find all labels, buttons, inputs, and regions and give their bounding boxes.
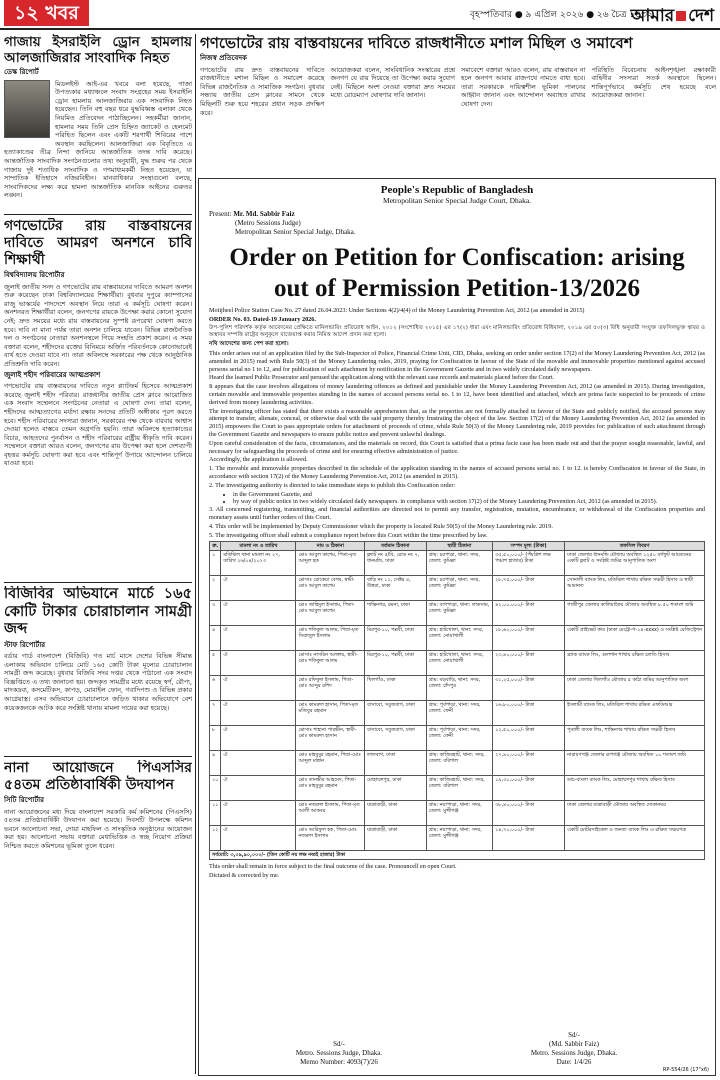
notice-body — [209, 307, 705, 539]
order-item: 2. The investigating authority is directed to take immediate steps to publish this Confiscation order: — [209, 481, 456, 489]
divider — [4, 582, 192, 583]
table-cell: বাসাবো, সবুজবাগ, ঢাকা — [364, 701, 426, 726]
story-gaza-body: মিডলইস্ট আই-এর খবরে বলা হয়েছে, গাজা উপত্যকার মধ্যাঞ্চলে সংবাদ সংগ্রহের সময় ইসরাইলি ড্রোন হামলায় আলজাজিরার এক সাংবাদিক নিহত হয়েছেন। তিনি বহু বছর ধরে যুদ্ধবিধ্বস্ত এলাকা থেকে নিয়মিত প্রতিবেদন পাঠাচ্ছিলেন। সহকর্মীরা জানান, হামলার সময় তিনি প্রেস চিহ্নিত জ্যাকেট ও হেলমেট পরিহিত ছিলেন এবং একটি শরণার্থী শিবিরের পাশে অবস্থান করছিলেন। আলজাজিরা এক বিবৃতিতে এ হত্যাকাণ্ডের তীব্র নিন্দা জানিয়ে আন্তর্জাতিক তদন্ত দাবি করেছে। আন্তর্জাতিক সাংবাদিক সংগঠনগুলোর তথ্য অনুযায়ী, যুদ্ধ শুরুর পর থেকে গাজায় দুই শতাধিক সাংবাদিক ও গণমাধ্যমকর্মী নিহত হয়েছেন, যা সাম্প্রতিক ইতিহাসে নজিরবিহীন। মানবাধিকার সংস্থাগুলো বলছে, সাংবাদিকদের লক্ষ্য করে হামলা আন্তর্জাতিক মানবিক আইনের গুরুতর লঙ্ঘন। — [4, 79, 192, 200]
bangla-note: নথি আদেশের জন্য পেশ করা হলো। — [209, 341, 289, 348]
table-cell: মোহাম্মদপুর, ঢাকা — [364, 776, 426, 801]
table-cell: ঐ — [221, 751, 296, 776]
table-cell: ঐ — [221, 601, 296, 626]
notice-present — [209, 210, 705, 237]
lead-headline[interactable]: গণভোটের রায় বাস্তবায়নের দাবিতে রাজধানীতে মশাল মিছিল ও সমাবেশ — [200, 34, 633, 52]
table-cell: ৬ — [210, 676, 221, 701]
signature-left — [269, 1040, 409, 1067]
story-gaza — [4, 34, 192, 212]
table-cell: গ্রাম: বড়বাড়ি, থানা: সদর, জেলা: চাঁদপুর — [426, 676, 492, 701]
brand-right: দেশ — [688, 6, 714, 26]
table-cell: ৩১,২৫,০০০/- টাকা — [493, 676, 565, 701]
table-cell: মোসাঃ শাহানা পারভীন, স্বামী-মোঃ কামরুল হাসান — [296, 726, 365, 751]
table-cell: খিলগাঁও, ঢাকা — [364, 676, 426, 701]
table-cell: মোঃ জাহিদুল ইসলাম, পিতা-মোঃ আবুল কাশেম — [296, 601, 365, 626]
table-cell: ঐ — [221, 576, 296, 601]
table-cell: ৫ — [210, 651, 221, 676]
lead-col-2: আয়োজকরা বলেন, সাংবিধানিক সংস্কারের প্রশ্নে জনগণ যে রায় দিয়েছে তা উপেক্ষা করার সুযোগ নেই। মিছিলে অংশ নেওয়া বক্তারা দ্রুত সময়ের মধ্যে রোডম্যাপ ঘোষণার দাবি জানান। — [330, 65, 455, 100]
table-cell: ৩৮,৪০,০০০/- টাকা — [493, 801, 565, 826]
table-header-cell: স্থায়ী ঠিকানা — [426, 542, 492, 551]
header-date: বৃহস্পতিবার ● ৯ এপ্রিল ২০২৬ ● ২৬ চৈত্র ১৪৩২ — [470, 10, 653, 20]
table-cell: ১১ — [210, 801, 221, 826]
notice-title: Order on Petition for Confiscation: arising out of Permission Petition-13/2026 — [229, 244, 685, 302]
sign-right-title: Metro. Sessions Judge, Dhaka. — [530, 1049, 618, 1057]
table-cell: গ্রাম: চরপাড়া, থানা: সদর, জেলা: কুমিল্লা — [426, 576, 492, 601]
present-label: Present: — [209, 210, 232, 218]
table-cell: ৩ — [210, 601, 221, 626]
notice-court: Metropolitan Senior Special Judge Court, Dhaka. — [382, 196, 532, 205]
lead-col-4: পরিস্থিতি বিবেচনায় আইনশৃঙ্খলা রক্ষাকারী বাহিনীর সদস্যরা সতর্ক অবস্থানে ছিলেন। শান্তিপূর্ণভাবে কর্মসূচি শেষ হয়েছে বলে আয়োজকরা জানান। — [591, 65, 716, 100]
table-body — [210, 551, 705, 851]
story-hunger-body: জুলাই জাতীয় সনদ ও গণভোটের রায় বাস্তবায়নের দাবিতে আমরণ অনশন শুরু করেছেন ঢাকা বিশ্ববিদ্যালয়ের শিক্ষার্থীরা। বুধবার দুপুরে ক্যাম্পাসের রাজু ভাস্কর্যের পাদদেশে অবস্থান নিয়ে তারা এ কর্মসূচি ঘোষণা করেন। অনশনরত শিক্ষার্থীরা বলেন, জনগণের রায়কে উপেক্ষা করার কোনো সুযোগ নেই; দ্রুত সময়ের মধ্যে রায় বাস্তবায়নের সুস্পষ্ট রূপরেখা ঘোষণা করতে হবে। দাবি না মানা পর্যন্ত তারা অনশন চালিয়ে যাবেন। বিভিন্ন রাজনৈতিক দল ও সংগঠনের নেতারা অনশনস্থলে গিয়ে সংহতি প্রকাশ করেন। এ সময় বক্তারা বলেন, শহীদদের রক্তের বিনিময়ে অর্জিত পরিবর্তনকে কোনোভাবেই ব্যর্থ হতে দেওয়া যাবে না। তারা অবিলম্বে সরকারের পক্ষ থেকে আনুষ্ঠানিক প্রতিশ্রুতি দাবি করেন। — [4, 282, 192, 368]
brand-square-icon — [676, 11, 686, 21]
publication-item: • by way of public notice in two widely circulated daily newspapers. in compliance with section 17(2) of the Money Laundering Prevention Act, 2012 (as amended in 2015). — [233, 498, 705, 506]
table-header-cell: ক্র. — [210, 542, 221, 551]
sign-left-title: Metro. Sessions Judge, Dhaka. — [295, 1049, 383, 1057]
property-schedule-table — [209, 541, 705, 860]
notice-para: This order arises out of an application filed by the Sub-Inspector of Police, Financial Crime Unit, CID, Dhaka, seeking an order under section 17(2) of the Money Laundering Prevention Act, 2012 (as amended in 2015) read with Rule 50(3) of the Money Laundering rules, 2019, praying for Confiscation in favour of the State of the movable and immovable properties mentioned against accused persons serial no 1 to 12, and for publication of such attachment by notification in the Government Gazette and in two widely circulated daily newspapers. — [209, 349, 705, 373]
table-cell: ২৭,৯০,০০০/- টাকা — [493, 751, 565, 776]
case-reference: Motijheel Police Station Case No. 27 dated 26.04.2023: Under Sections 4(2)/4(4) of the Money Laundering Prevention Act, 2012 (as amended in 2015) — [209, 307, 585, 314]
court-notice — [198, 178, 716, 1076]
table-row — [210, 551, 705, 576]
table-cell: মোঃ রফিকুল ইসলাম, পিতা-মোঃ আব্দুর রশিদ — [296, 676, 365, 701]
table-cell: ব্র্যাক ব্যাংক লিঃ, গুলশান শাখায় রক্ষিত চলতি হিসাব — [565, 651, 705, 676]
notice-para: Upon careful consideration of the facts, circumstances, and the materials on record, this Court is satisfied that a prima facie case has been made out and that the prayer sought reasonable, lawful, and necessary for safeguarding the proceeds of crime and for ensuring effective administration of justice. — [209, 439, 705, 455]
table-header-cell: নাম ও ঠিকানা — [296, 542, 365, 551]
table-row — [210, 801, 705, 826]
table-cell: মোঃ কামরুল হাসান, পিতা-মৃত মজিবুর রহমান — [296, 701, 365, 726]
table-cell: গ্রাম: পূর্বপাড়া, থানা: সদর, জেলা: ফেনী — [426, 701, 492, 726]
notice-para: The investigating officer has stated that there exists a reasonable apprehension that, as the properties are not formally attached in favour of the State and publicly notified, the accused persons may attempt to transfer, alienate, conceal, or otherwise deal with the said property thereby frustrating the object of the law. Section 17(2) of the Money Laundering Prevention Act, 2012 (as amended in 2015) empowers the Court to pass appropriate orders for attachment of proceeds of crime, while Rule 50(3) of the Money Laundering rule, 2019 provides for: publication of such attachment through the Government Gazette and newspapers to ensure public notice and prevent unlawful dealings. — [209, 407, 705, 438]
story-psc — [4, 760, 192, 1072]
table-row — [210, 751, 705, 776]
table-cell: ঐ — [221, 826, 296, 851]
table-total-row — [210, 851, 705, 860]
journalist-photo — [4, 80, 50, 138]
present-role-1: (Metro Sessions Judge) — [235, 219, 301, 227]
table-cell: গাজীপুর জেলার কালিয়াকৈর মৌজায় অবস্থিত ৮.৫০ শতাংশ জমি — [565, 601, 705, 626]
table-row — [210, 601, 705, 626]
column-divider — [195, 34, 196, 1074]
publication-list — [209, 491, 705, 507]
divider — [4, 214, 192, 215]
table-cell: ২৮,৭৫,০০০/- টাকা — [493, 576, 565, 601]
story-bgb-body: বর্ডার গার্ড বাংলাদেশ (বিজিবি) গত মার্চ মাসে দেশের বিভিন্ন সীমান্ত এলাকায় অভিযান চালিয়ে মোট ১৬৫ কোটি টাকা মূল্যের চোরাচালান সামগ্রী জব্দ করেছে। বুধবার বিজিবি সদর দপ্তর থেকে পাঠানো এক সংবাদ বিজ্ঞপ্তিতে এ তথ্য জানানো হয়। জব্দকৃত সামগ্রীর মধ্যে রয়েছে স্বর্ণ, রৌপ্য, মাদকদ্রব্য, কসমেটিকস, কাপড়, মোবাইল ফোন, গবাদিপশু ও বিভিন্ন প্রকার আগ্নেয়াস্ত্র। এসব অভিযানে চোরাচালানে জড়িত থাকার অভিযোগে বেশ কয়েকজনকে আটক করে সংশ্লিষ্ট থানায় মামলা দায়ের করা হয়েছে। — [4, 652, 192, 712]
order-item: 1. The movable and immovable properties described in the schedule of the application standing in the names of accused persons serial no. 1 to 12. is hereby Confiscation in favour of the State, in accordance with section 17(2) of the Money Laundering Prevention Act, 2012 (as amended in 2015). — [209, 465, 705, 480]
closing-line: This order shall remain in force subject to the final outcome of the case. Pronouncell en open Court. — [209, 863, 457, 871]
order-item: 3. All concerned registering, transmitting, and financial authorities are directed not to permit any transfer, registration, mutation, encumbrance, or withdrawal of the Confiscation properties and monetary assets until further orders of this Court. — [209, 506, 705, 521]
notice-republic: People's Republic of Bangladesh — [380, 184, 534, 196]
lead-columns — [200, 66, 716, 118]
notice-para: Accordingly, the application is allowed. — [209, 456, 308, 464]
table-cell: মোঃ তানভীর আহমেদ, পিতা-মোঃ মাহবুবুর রহমান — [296, 776, 365, 801]
table-cell: যাত্রাবাড়ী, ঢাকা — [364, 826, 426, 851]
table-cell: পূবালী ব্যাংক লিঃ, শান্তিনগর শাখায় রক্ষিত সঞ্চয়ী হিসাব — [565, 726, 705, 751]
table-cell: গ্রাম: হাটখোলা, থানা: সদর, জেলা: নোয়াখালী — [426, 626, 492, 651]
table-cell: ১৬,৮০,০০০/- টাকা — [493, 701, 565, 726]
table-row — [210, 826, 705, 851]
notice-para: It appears that the case involves allegations of money laundering offences as defined and punishable under the Money Laundering Prevention Act, 2012 (as amended in 2015). During investigation, certain movable and immovable properties standing in the names of accused persons serial no. 1 to 12, have been identified and attached, which are prima facie suspected to be proceeds of crime derived from money laundering activities. — [209, 383, 705, 406]
story-bgb-headline[interactable]: বিজিবির অভিযানে মার্চে ১৬৫ কোটি টাকার চোরাচালান সামগ্রী জব্দ — [4, 586, 192, 637]
table-cell: ঐ — [221, 651, 296, 676]
table-row — [210, 701, 705, 726]
story-hunger-subhead: জুলাই শহীদ পরিবারের আত্মপ্রকাশ — [4, 370, 101, 379]
table-cell: গ্রাম: কাজিরহাট, থানা: সদর, জেলা: বরিশাল — [426, 751, 492, 776]
table-row — [210, 676, 705, 701]
table-cell: ঐ — [221, 776, 296, 801]
sign-right-date: Date: 1/4/26 — [556, 1058, 592, 1066]
table-cell: সোনালী ব্যাংক লিঃ, মতিঝিল শাখায় রক্ষিত সঞ্চয়ী হিসাব ও স্থায়ী আমানত — [565, 576, 705, 601]
table-cell: মোসাঃ নাসরিন আক্তার, স্বামী-মোঃ শফিকুল আলম — [296, 651, 365, 676]
table-cell: ১৯,৩০,০০০/- টাকা — [493, 776, 565, 801]
publication-item: • in the Government Gazette, and — [233, 491, 705, 499]
table-cell: ১ — [210, 551, 221, 576]
story-hunger-headline[interactable]: গণভোটের রায় বাস্তবায়নের দাবিতে আমরণ অনশনে চাবি শিক্ষার্থী — [4, 218, 192, 268]
table-cell: ঐ — [221, 676, 296, 701]
table-row — [210, 576, 705, 601]
page-header — [0, 0, 720, 30]
story-psc-byline: সিটি রিপোর্টার — [4, 796, 45, 804]
story-psc-body: নানা আয়োজনের মধ্য দিয়ে বাংলাদেশ সরকারি কর্ম কমিশনের (পিএসসি) ৫৪তম প্রতিষ্ঠাবার্ষিকী উদযাপন করা হয়েছে। দিবসটি উপলক্ষে কমিশন ভবনে আলোচনা সভা, দোয়া মাহফিল ও সাংস্কৃতিক অনুষ্ঠানের আয়োজন করা হয়। আলোচনা সভায় বক্তারা মেধাভিত্তিক ও স্বচ্ছ নিয়োগ প্রক্রিয়া নিশ্চিত করতে কমিশনের ভূমিকা তুলে ধরেন। — [4, 807, 192, 850]
order-item: 5. The investigating officer shall submit a compliance report before this Court within the time prescribed by law. — [209, 531, 488, 539]
story-psc-headline[interactable]: নানা আয়োজনে পিএসসির ৫৪তম প্রতিষ্ঠাবার্ষিকী উদযাপন — [4, 760, 192, 793]
table-cell: ১২ — [210, 826, 221, 851]
lead-col-1: গণভোটের রায় দ্রুত বাস্তবায়নের দাবিতে রাজধানীতে মশাল মিছিল ও সমাবেশ করেছে বিভিন্ন রাজনৈতিক ও সামাজিক সংগঠন। বুধবার সন্ধ্যায় জাতীয় প্রেস ক্লাবের সামনে থেকে মিছিলটি শুরু হয়ে শহরের প্রধান সড়ক প্রদক্ষিণ করে। — [200, 65, 325, 117]
table-cell: ঢাকা জেলার খিলগাঁও মৌজায় ৫ কাঠা জমির আনুপাতিক অংশ — [565, 676, 705, 701]
table-cell: গ্রাম: নয়াপাড়া, থানা: সদর, জেলা: মুন্সীগঞ্জ — [426, 801, 492, 826]
table-cell: নারায়ণগঞ্জ জেলার রূপগঞ্জ মৌজায় অবস্থিত ১০ শতাংশ জমি — [565, 751, 705, 776]
present-name: Mr. Md. Sabbir Faiz — [233, 210, 295, 218]
table-cell: ৮ — [210, 726, 221, 751]
divider — [4, 756, 192, 757]
table-cell: মোঃ আবুল কাশেম, পিতা-মৃত আব্দুল হক — [296, 551, 365, 576]
story-gaza-headline[interactable]: গাজায় ইসরাইলি ড্রোন হামলায় আলজাজিরার সাংবাদিক নিহত — [4, 34, 192, 66]
table-cell: ৩৫,৫০,০০০/- (পঁয়ত্রিশ লক্ষ পঞ্চাশ হাজার) টাকা — [493, 551, 565, 576]
brand-logo[interactable] — [631, 3, 714, 31]
sign-left-sd: Sd/- — [333, 1040, 345, 1048]
table-cell: ৪ — [210, 626, 221, 651]
table-cell: ১৪,৭০,০০০/- টাকা — [493, 826, 565, 851]
page-number: ১২ খবর — [4, 0, 89, 26]
table-cell: মতিঝিল থানা মামলা নং ২৭, তারিখ ২৬/০৪/২০২৩ — [221, 551, 296, 576]
lead-story — [200, 34, 716, 172]
table-cell: ঐ — [221, 701, 296, 726]
story-bgb — [4, 586, 192, 754]
table-cell: ইসলামী ব্যাংক লিঃ, মতিঝিল শাখায় রক্ষিত এফডিআর — [565, 701, 705, 726]
table-total: সর্বমোট: ৩,০৯,৯০,০০০/- (তিন কোটি নয় লক্ষ নব্বই হাজার) টাকা — [210, 851, 705, 860]
table-row — [210, 776, 705, 801]
table-row — [210, 626, 705, 651]
brand-left: আমার — [630, 6, 675, 26]
story-gaza-byline: ডেস্ক রিপোর্ট — [4, 68, 39, 76]
table-header-cell: তফসিল বিবরণ — [565, 542, 705, 551]
table-header-cell: সম্পদ মূল্য (টাকা) — [493, 542, 565, 551]
story-hunger-strike — [4, 218, 192, 580]
table-cell: ঢাকা জেলার যাত্রাবাড়ী মৌজায় অবস্থিত দোকানঘর — [565, 801, 705, 826]
table-cell: মোঃ আরিফুল হক, পিতা-মোঃ নজরুল ইসলাম — [296, 826, 365, 851]
table-cell: ঐ — [221, 801, 296, 826]
story-hunger-byline: বিশ্ববিদ্যালয় রিপোর্টার — [4, 271, 65, 279]
table-cell: শান্তিনগর, রমনা, ঢাকা — [364, 601, 426, 626]
table-cell: গ্রাম: নয়াপাড়া, থানা: সদর, জেলা: মুন্সীগঞ্জ — [426, 826, 492, 851]
table-cell: গ্রাম: বাগপাড়া, থানা: লাকসাম, জেলা: কুমিল্লা — [426, 601, 492, 626]
table-cell: ফ্ল্যাট নং ৫/বি, রোড নং ৭, ধানমন্ডি, ঢাকা — [364, 551, 426, 576]
table-cell: গ্রাম: চরপাড়া, থানা: সদর, জেলা: কুমিল্লা — [426, 551, 492, 576]
order-number: ORDER No. 03. Dated-19 January 2026. — [209, 315, 316, 323]
table-cell: গ্রাম: পূর্বপাড়া, থানা: সদর, জেলা: ফেনী — [426, 726, 492, 751]
table-row — [210, 651, 705, 676]
table-row — [210, 726, 705, 751]
table-cell: ২৩,৪০,০০০/- টাকা — [493, 651, 565, 676]
table-cell: ৪২,০০,০০০/- টাকা — [493, 601, 565, 626]
table-cell: গ্রাম: কাজিরহাট, থানা: সদর, জেলা: বরিশাল — [426, 776, 492, 801]
table-header-cell: মামলা নং ও তারিখ — [221, 542, 296, 551]
table-cell: মিরপুর-১০, পল্লবী, ঢাকা — [364, 651, 426, 676]
sign-left-memo: Memo Number: 4093(7)/26 — [300, 1058, 378, 1066]
closing-line: Dictated & corrected by me. — [209, 872, 280, 880]
table-cell: ২ — [210, 576, 221, 601]
lead-col-3: সমাবেশে বক্তারা আরও বলেন, রায় বাস্তবায়ন না হলে জনগণ আবার রাজপথে নামতে বাধ্য হবে। তারা সরকারকে দায়িত্বশীল ভূমিকা পালনের আহ্বান জানান এবং আন্দোলন অব্যাহত রাখার ঘোষণা দেন। — [461, 65, 586, 108]
table-cell: বাসাবো, সবুজবাগ, ঢাকা — [364, 726, 426, 751]
table-cell: ৭ — [210, 701, 221, 726]
table-cell: ঢাকা জেলার ধানমন্ডি মৌজায় অবস্থিত ১২৫০ বর্গফুট আয়তনের একটি ফ্ল্যাট ও সংশ্লিষ্ট জমির আনুপাতিক অংশ — [565, 551, 705, 576]
table-cell: মিরপুর-১০, পল্লবী, ঢাকা — [364, 626, 426, 651]
table-cell: যাত্রাবাড়ী, ঢাকা — [364, 801, 426, 826]
table-cell: বাড়ি নং ১২, সেক্টর ৪, উত্তরা, ঢাকা — [364, 576, 426, 601]
table-cell: ১৮,৬০,০০০/- টাকা — [493, 626, 565, 651]
order-item: 4. This order will be implemented by Deputy Commissioner which the property is located Rule 50(5) of the Money Laundering rule. 2019. — [209, 522, 553, 530]
table-cell: একটি মোটরসাইকেল ও জনতা ব্যাংক লিঃ এ রক্ষিত সঞ্চয়পত্র — [565, 826, 705, 851]
bangla-summary: উপ-পুলিশ পরিদর্শক কর্তৃক আবেদনের প্রেক্ষিতে মানিলন্ডারিং প্রতিরোধ আইন, ২০১২ (সংশোধিত ২০১৫) এর ১৭(২) ধারা এবং মানিলন্ডারিং প্রতিরোধ বিধিমালা, ২০১৯ এর ৫০(৩) বিধি অনুযায়ী সংযুক্ত তফসিলভুক্ত স্থাবর ও অস্থাবর সম্পত্তি রাষ্ট্রের অনুকূলে বাজেয়াপ্ত করার নিমিত্ত আদেশ প্রদান করা হলো। — [209, 324, 705, 339]
table-cell: ডাচ-বাংলা ব্যাংক লিঃ, মোহাম্মদপুর শাখায় রক্ষিত হিসাব — [565, 776, 705, 801]
table-cell: গ্রাম: হাটখোলা, থানা: সদর, জেলা: নোয়াখালী — [426, 651, 492, 676]
table-cell: ঐ — [221, 626, 296, 651]
notice-closing — [209, 863, 705, 880]
table-cell: ১০ — [210, 776, 221, 801]
table-cell: মোসাঃ রোকেয়া বেগম, স্বামী-মোঃ আবুল কাশেম — [296, 576, 365, 601]
lead-byline: নিজস্ব প্রতিবেদক — [200, 54, 247, 62]
table-cell: মোঃ নজরুল ইসলাম, পিতা-মৃত আলী আকবর — [296, 801, 365, 826]
table-cell: ৯ — [210, 751, 221, 776]
table-cell: একটি প্রাইভেট কার (ঢাকা মেট্রো-গ-১৪-xxxx) ও সংশ্লিষ্ট রেজিস্ট্রেশন — [565, 626, 705, 651]
sign-right-sd: Sd/- — [568, 1031, 580, 1039]
table-cell: ঐ — [221, 726, 296, 751]
sign-right-name: (Md. Sabbir Faiz) — [549, 1040, 599, 1048]
story-hunger-body2: গণভোটের রায় বাস্তবায়নের দাবিতে নতুন প্ল্যাটফর্ম হিসেবে আত্মপ্রকাশ করেছে জুলাই শহীদ পরিবার। রাজধানীর জাতীয় প্রেস ক্লাবে আয়োজিত এক সংবাদ সম্মেলনে সংগঠনের নেতারা এ ঘোষণা দেন। তারা বলেন, শহীদদের আত্মত্যাগের মর্যাদা রক্ষায় সনদের প্রতিটি অঙ্গীকার পূরণ করতে হবে। শহীদ পরিবারের সদস্যরা জানান, সরকারের পক্ষ থেকে বারবার আশ্বাস দেওয়া হলেও বাস্তবে তেমন অগ্রগতি হয়নি। তারা অবিলম্বে হত্যাকাণ্ডের বিচার, আহতদের পুনর্বাসন ও শহীদ পরিবারের রাষ্ট্রীয় স্বীকৃতি দাবি করেন। সম্মেলনে বক্তারা আরও বলেন, জনগণের রায় উপেক্ষা করা হলে দেশব্যাপী বৃহত্তর কর্মসূচি ঘোষণা করা হবে এবং শান্তিপূর্ণ উপায়ে আন্দোলন চালিয়ে যাওয়া হবে। — [4, 382, 192, 468]
table-cell: মোঃ মাহবুবুর রহমান, পিতা-মোঃ আব্দুল মান্নান — [296, 751, 365, 776]
story-bgb-byline: স্টাফ রিপোর্টার — [4, 640, 46, 649]
table-header-cell: বর্তমান ঠিকানা — [364, 542, 426, 551]
present-role-2: Metropolitan Senior Special Judge, Dhaka. — [235, 228, 356, 236]
signature-right — [499, 1031, 649, 1067]
notice-para: Heard the learned Public Prosecutor and perused the application along with the relevant case records and materials placed before the Court. — [209, 374, 555, 382]
footer-code: RP-554/26 (17"x6) — [662, 1067, 709, 1073]
table-cell: ১২,৫০,০০০/- টাকা — [493, 726, 565, 751]
table-header-row — [210, 542, 705, 551]
table-cell: লালবাগ, ঢাকা — [364, 751, 426, 776]
table-cell: মোঃ শফিকুল আলম, পিতা-মৃত সিরাজুল ইসলাম — [296, 626, 365, 651]
